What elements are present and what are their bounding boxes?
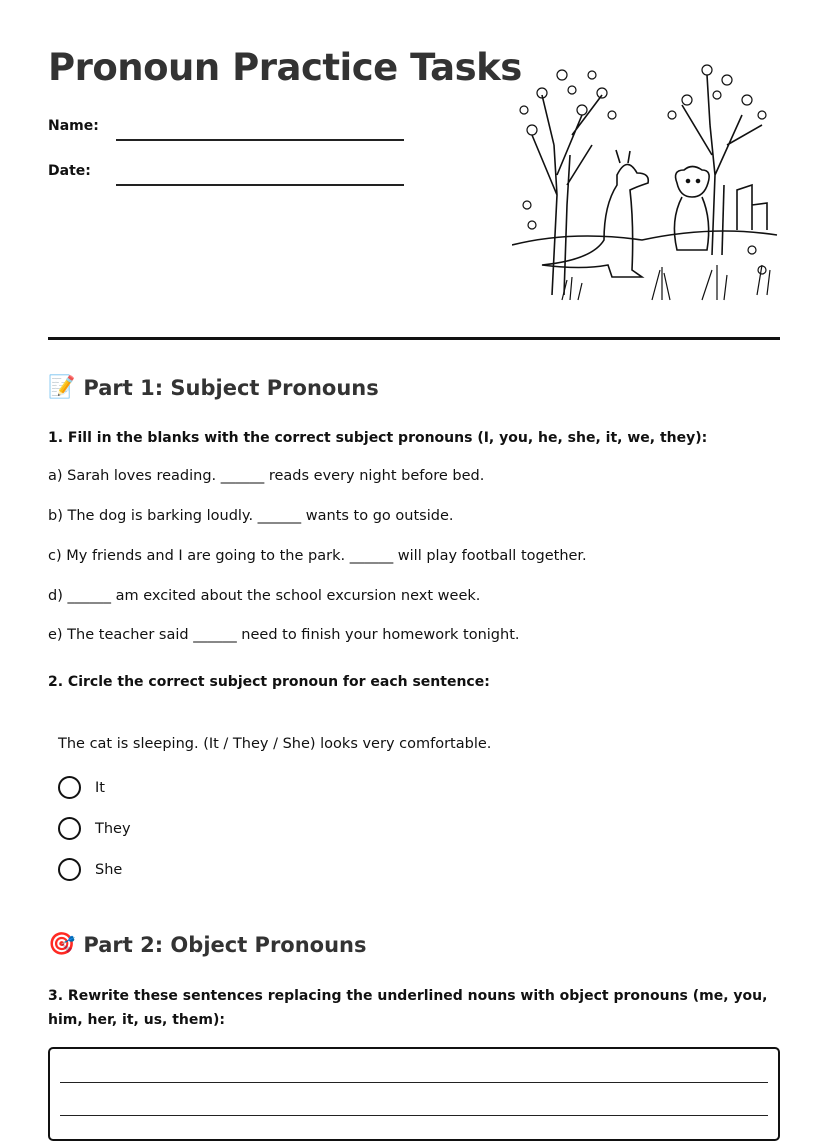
question-2-sentence: The cat is sleeping. (It / They / She) looks very comfortable. xyxy=(58,736,492,752)
radio-circle[interactable] xyxy=(58,858,81,881)
header-divider xyxy=(48,337,780,340)
part2-heading-text: Part 2: Object Pronouns xyxy=(83,932,367,957)
fill-blank-item: c) My friends and I are going to the park. ______ will play football together. xyxy=(48,548,587,564)
part1-heading-text: Part 1: Subject Pronouns xyxy=(83,375,379,400)
question-3: 3. Rewrite these sentences replacing the underlined nouns with object pronouns (me, you, him, her, it, us, them): xyxy=(48,988,768,1028)
name-label: Name: xyxy=(48,118,99,134)
fill-blank-item: a) Sarah loves reading. ______ reads every night before bed. xyxy=(48,468,485,484)
fill-blank-item: d) ______ am excited about the school excursion next week. xyxy=(48,588,481,604)
dart-target-icon: 🎯 xyxy=(48,932,76,957)
answer-line[interactable] xyxy=(60,1115,768,1116)
option-they[interactable] xyxy=(58,817,131,840)
answer-box[interactable] xyxy=(48,1047,780,1141)
name-field-line[interactable] xyxy=(116,139,404,141)
date-field-line[interactable] xyxy=(116,184,404,186)
part1-heading xyxy=(48,375,379,400)
radio-circle[interactable] xyxy=(58,776,81,799)
fill-blank-item: e) The teacher said ______ need to finish your homework tonight. xyxy=(48,627,520,643)
part2-heading xyxy=(48,932,367,957)
option-she[interactable] xyxy=(58,858,122,881)
date-label: Date: xyxy=(48,163,91,179)
question-1: 1. Fill in the blanks with the correct subject pronouns (I, you, he, she, it, we, they): xyxy=(48,430,708,446)
memo-pencil-icon: 📝 xyxy=(48,375,76,400)
question-2: 2. Circle the correct subject pronoun for each sentence: xyxy=(48,674,490,690)
fill-blank-item: b) The dog is barking loudly. ______ wants to go outside. xyxy=(48,508,454,524)
option-label: It xyxy=(95,779,105,796)
kangaroo-koala-illustration xyxy=(512,55,782,310)
option-it[interactable] xyxy=(58,776,105,799)
option-label: She xyxy=(95,861,123,878)
page-title: Pronoun Practice Tasks xyxy=(48,46,522,89)
answer-line[interactable] xyxy=(60,1082,768,1083)
radio-circle[interactable] xyxy=(58,817,81,840)
option-label: They xyxy=(95,820,131,837)
